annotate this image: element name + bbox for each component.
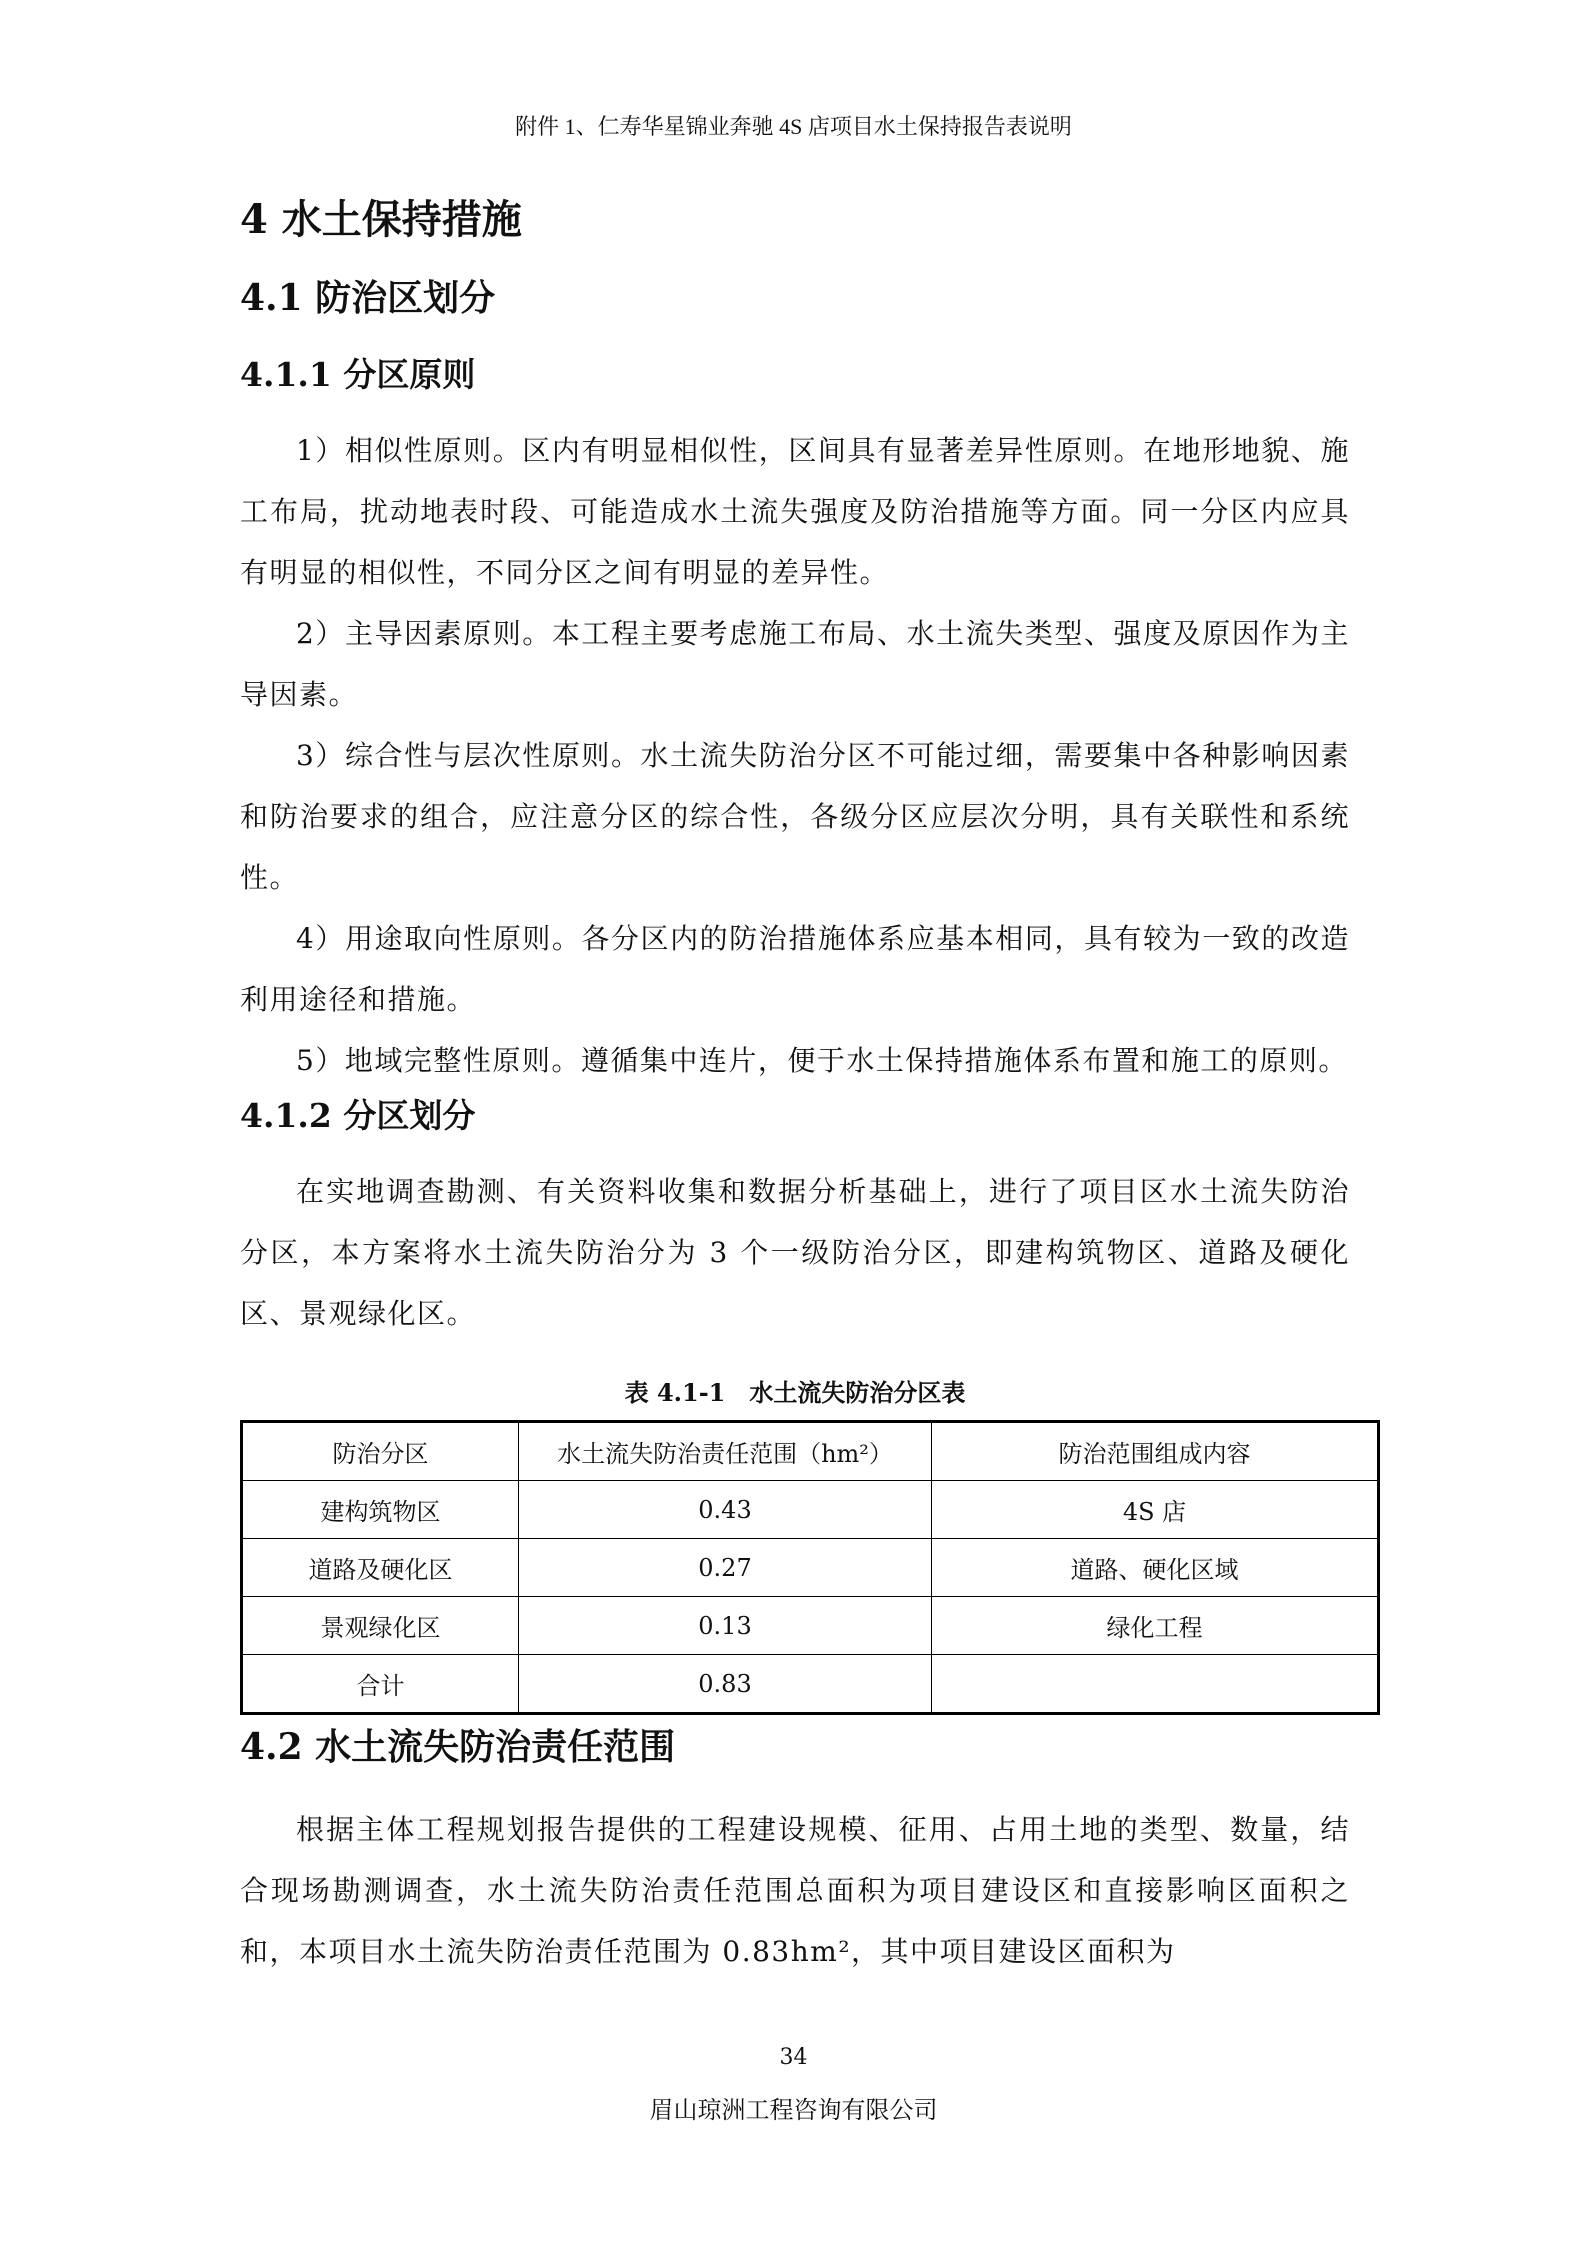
table-header-cell: 水土流失防治责任范围（hm²） <box>519 1422 932 1481</box>
table-cell: 0.27 <box>519 1539 932 1597</box>
table-caption: 表 4.1-1 水土流失防治分区表 <box>624 1378 966 1407</box>
table-cell: 0.13 <box>519 1597 932 1655</box>
page-number: 34 <box>779 2045 808 2070</box>
table-cell: 0.83 <box>519 1655 932 1714</box>
paragraph-principle-5: 5）地域完整性原则。遵循集中连片，便于水土保持措施体系布置和施工的原则。 <box>296 1044 1348 1077</box>
table-cell: 4S 店 <box>932 1481 1379 1539</box>
paragraph-principle-2: 2）主导因素原则。本工程主要考虑施工布局、水土流失类型、强度及原因作为主导因素。 <box>240 617 1350 711</box>
paragraph-zoning: 在实地调查勘测、有关资料收集和数据分析基础上，进行了项目区水土流失防治分区，本方案将水土流失防治分为 3 个一级防治分区，即建构筑物区、道路及硬化区、景观绿化区。 <box>240 1175 1350 1330</box>
table-cell: 道路、硬化区域 <box>932 1539 1379 1597</box>
table-row <box>242 1481 1379 1539</box>
table-cell <box>932 1655 1379 1714</box>
section-title-4-1: 4.1 防治区划分 <box>240 277 496 319</box>
table-cell: 建构筑物区 <box>242 1481 519 1539</box>
subsection-title-4-1-2: 4.1.2 分区划分 <box>240 1096 476 1135</box>
paragraph-principle-4: 4）用途取向性原则。各分区内的防治措施体系应基本相同，具有较为一致的改造利用途径和措施。 <box>240 922 1350 1016</box>
paragraph-principle-1: 1）相似性原则。区内有明显相似性，区间具有显著差异性原则。在地形地貌、施工布局，扰动地表时段、可能造成水土流失强度及防治措施等方面。同一分区内应具有明显的相似性，不同分区之间有明显的差异性。 <box>240 434 1350 589</box>
table-cell: 0.43 <box>519 1481 932 1539</box>
table-header-cell: 防治分区 <box>242 1422 519 1481</box>
section-title-4-2: 4.2 水土流失防治责任范围 <box>240 1726 676 1768</box>
document-body <box>240 190 1350 1982</box>
footer-company: 眉山琼洲工程咨询有限公司 <box>649 2096 938 2124</box>
table-row <box>242 1539 1379 1597</box>
zoning-table <box>240 1420 1380 1715</box>
table-cell: 景观绿化区 <box>242 1597 519 1655</box>
subsection-title-4-1-1: 4.1.1 分区原则 <box>240 355 476 394</box>
table-header-row <box>242 1422 1379 1481</box>
table-cell: 道路及硬化区 <box>242 1539 519 1597</box>
table-header-cell: 防治范围组成内容 <box>932 1422 1379 1481</box>
paragraph-principle-3: 3）综合性与层次性原则。水土流失防治分区不可能过细，需要集中各种影响因素和防治要求的组合，应注意分区的综合性，各级分区应层次分明，具有关联性和系统性。 <box>240 739 1350 894</box>
table-row <box>242 1655 1379 1714</box>
paragraph-responsibility: 根据主体工程规划报告提供的工程建设规模、征用、占用土地的类型、数量，结合现场勘测调查，水土流失防治责任范围总面积为项目建设区和直接影响区面积之和，本项目水土流失防治责任范围为 0.83hm²，其中项目建设区面积为 <box>240 1813 1350 1968</box>
page-header: 附件 1、仁寿华星锦业奔驰 4S 店项目水土保持报告表说明 <box>515 114 1072 139</box>
table-cell: 绿化工程 <box>932 1597 1379 1655</box>
chapter-title: 4 水土保持措施 <box>240 196 522 243</box>
table-cell: 合计 <box>242 1655 519 1714</box>
table-row <box>242 1597 1379 1655</box>
